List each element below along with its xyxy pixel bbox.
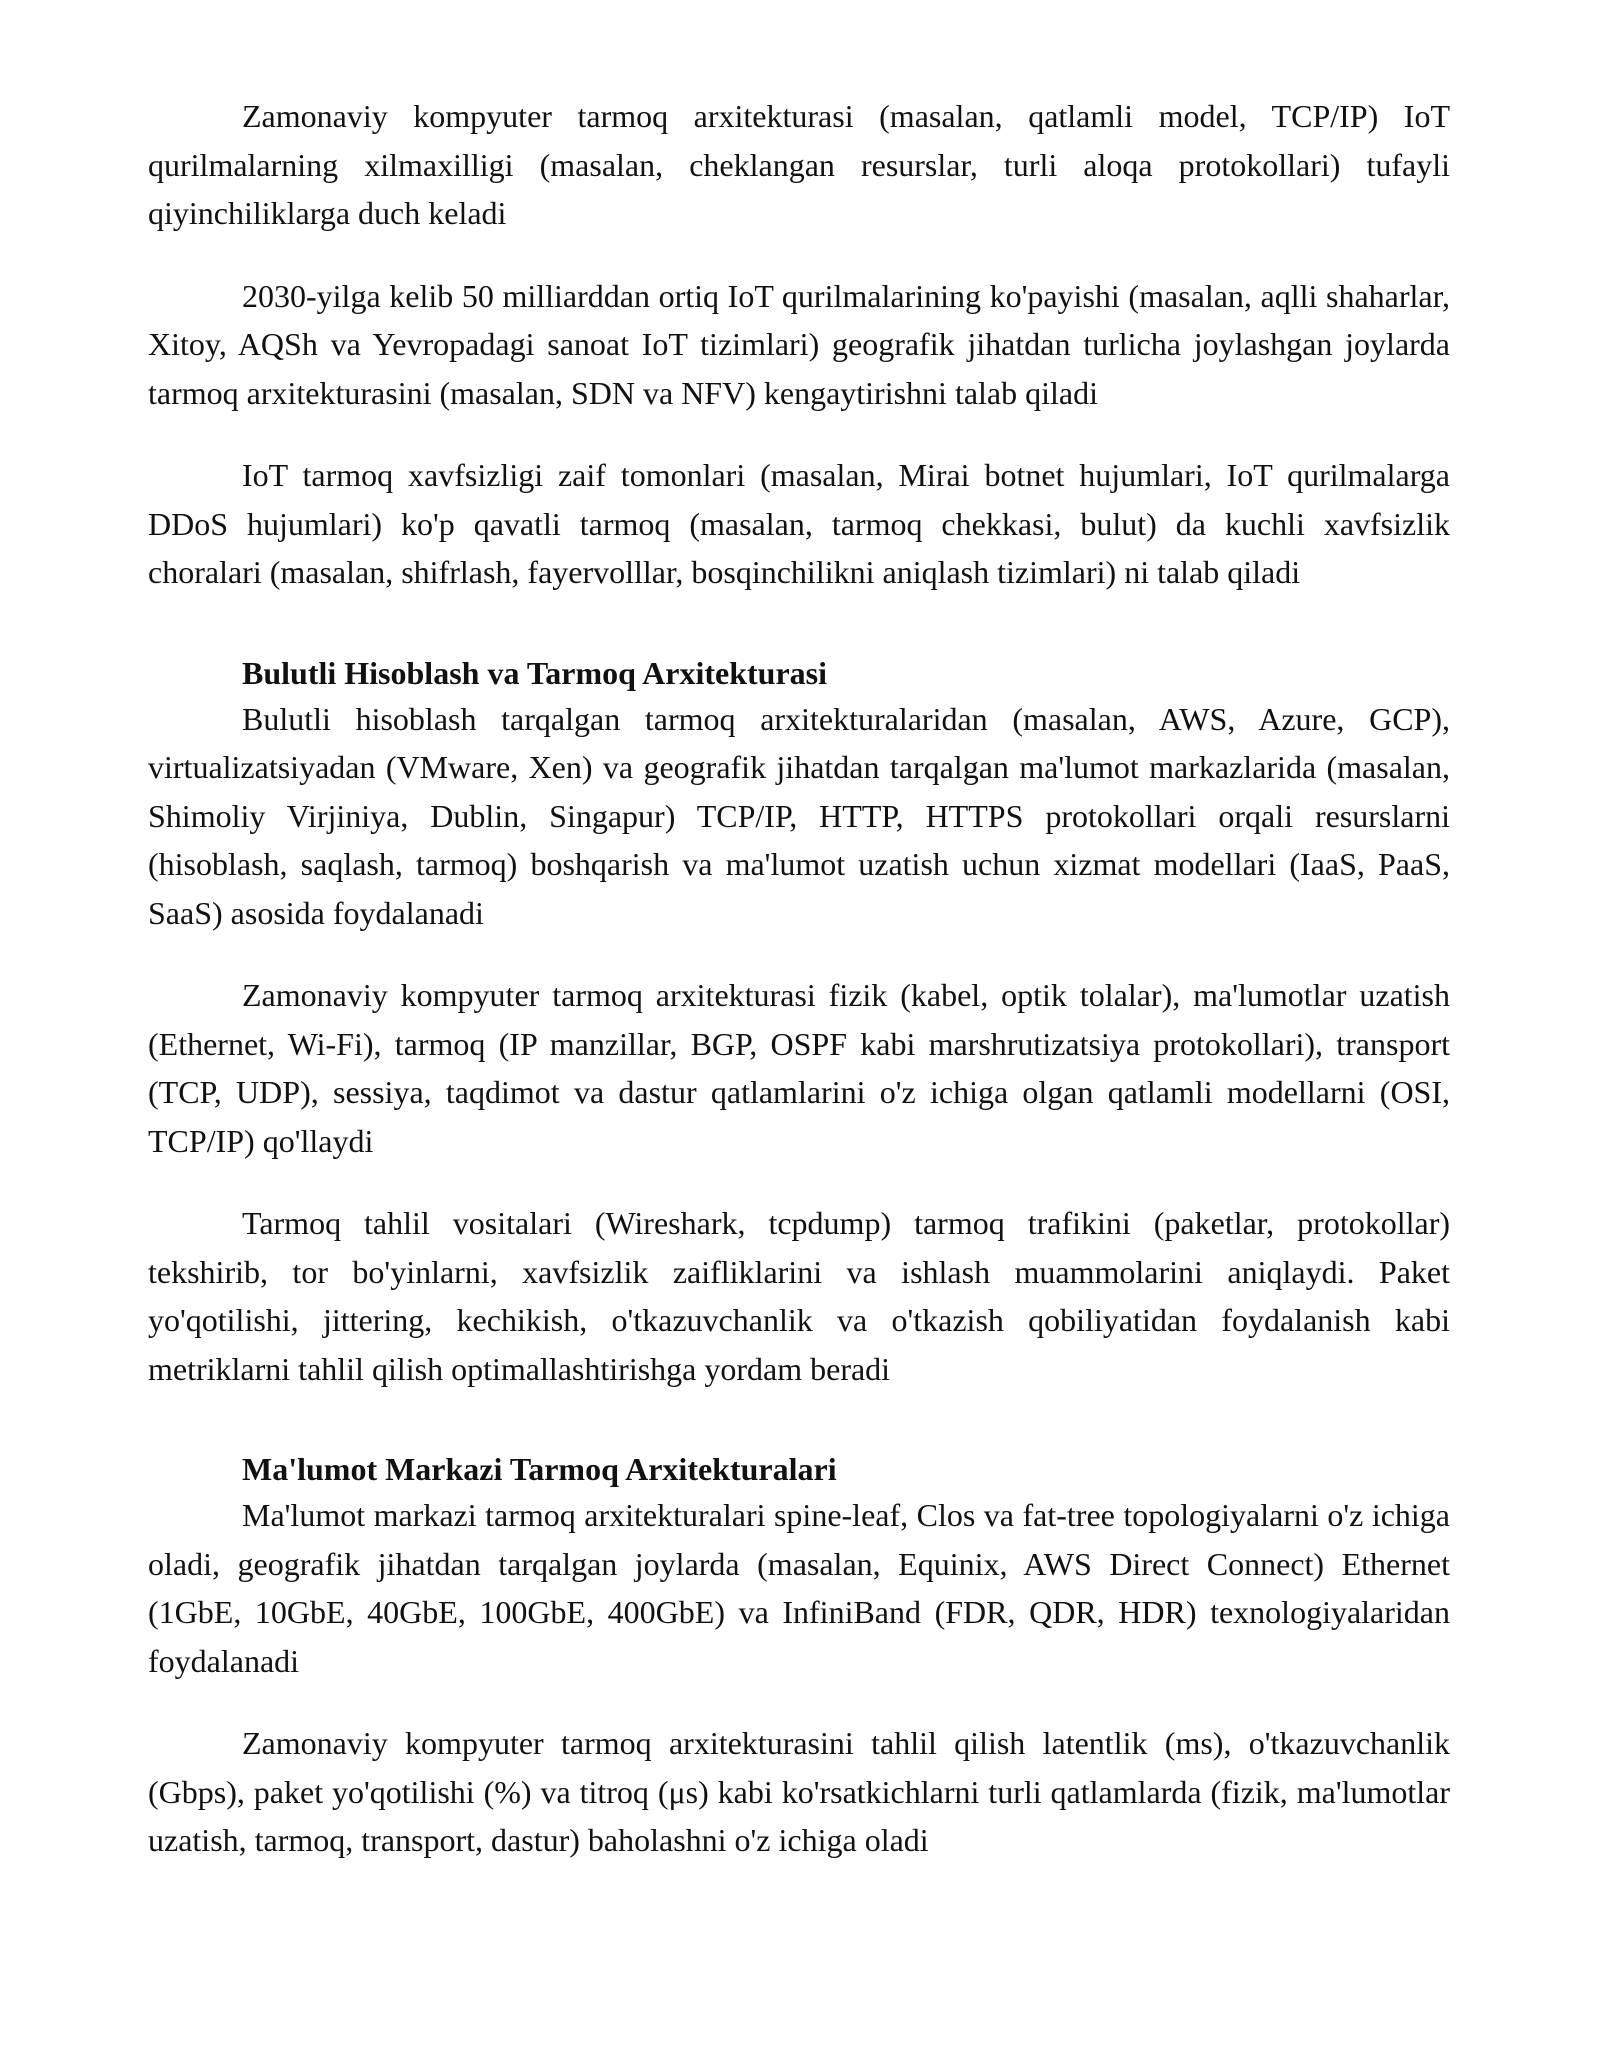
section-heading: Bulutli Hisoblash va Tarmoq Arxitekturasi — [242, 654, 828, 691]
paragraph: Zamonaviy kompyuter tarmoq arxitekturasini tahlil qilish latentlik (ms), o'tkazuvchanlik (Gbps), paket yo'qotilishi (%) va titroq (μs) kabi ko'rsatkichlarni turli qatlamlarda (fizik, ma'lumotlar uzatish, tarmoq, transport, dastur) baholashni o'z ichiga oladi — [148, 1725, 1450, 1858]
paragraph: Zamonaviy kompyuter tarmoq arxitekturasi fizik (kabel, optik tolalar), ma'lumotlar uzatish (Ethernet, Wi-Fi), tarmoq (IP manzillar, BGP, OSPF kabi marshrutizatsiya protokollari), transport (TCP, UDP), sessiya, taqdimot va dastur qatlamlarini o'z ichiga olgan qatlamli modellarni (OSI, TCP/IP) qo'llaydi — [148, 977, 1450, 1159]
document-page — [148, 92, 1450, 1899]
paragraph: Tarmoq tahlil vositalari (Wireshark, tcpdump) tarmoq trafikini (paketlar, protokollar) tekshirib, tor bo'yinlarni, xavfsizlik zaifliklarini va ishlash muammolarini aniqlaydi. Paket yo'qotilishi, jittering, kechikish, o'tkazuvchanlik va o'tkazish qobiliyatidan foydalanish kabi metriklarni tahlil qilish optimallashtirishga yordam beradi — [148, 1205, 1450, 1387]
paragraph: Bulutli hisoblash tarqalgan tarmoq arxitekturalaridan (masalan, AWS, Azure, GCP), virtualizatsiyadan (VMware, Xen) va geografik jihatdan tarqalgan ma'lumot markazlarida (masalan, Shimoliy Virjiniya, Dublin, Singapur) TCP/IP, HTTP, HTTPS protokollari orqali resurslarni (hisoblash, saqlash, tarmoq) boshqarish va ma'lumot uzatish uchun xizmat modellari (IaaS, PaaS, SaaS) asosida foydalanadi — [148, 700, 1450, 931]
paragraph: IoT tarmoq xavfsizligi zaif tomonlari (masalan, Mirai botnet hujumlari, IoT qurilmalarga DDoS hujumlari) ko'p qavatli tarmoq (masalan, tarmoq chekkasi, bulut) da kuchli xavfsizlik choralari (masalan, shifrlash, fayervolllar, bosqinchilikni aniqlash tizimlari) ni talab qiladi — [148, 457, 1450, 590]
paragraph: Zamonaviy kompyuter tarmoq arxitekturasi (masalan, qatlamli model, TCP/IP) IoT qurilmalarning xilmaxilligi (masalan, cheklangan resurslar, turli aloqa protokollari) tufayli qiyinchiliklarga duch keladi — [148, 98, 1450, 231]
paragraph: Ma'lumot markazi tarmoq arxitekturalari spine-leaf, Clos va fat-tree topologiyalarni o'z ichiga oladi, geografik jihatdan tarqalgan joylarda (masalan, Equinix, AWS Direct Connect) Ethernet (1GbE, 10GbE, 40GbE, 100GbE, 400GbE) va InfiniBand (FDR, QDR, HDR) texnologiyalaridan foydalanadi — [148, 1497, 1450, 1679]
paragraph: 2030-yilga kelib 50 milliarddan ortiq IoT qurilmalarining ko'payishi (masalan, aqlli shaharlar, Xitoy, AQSh va Yevropadagi sanoat IoT tizimlari) geografik jihatdan turlicha joylashgan joylarda tarmoq arxitekturasini (masalan, SDN va NFV) kengaytirishni talab qiladi — [148, 277, 1450, 411]
section-heading: Ma'lumot Markazi Tarmoq Arxitekturalari — [242, 1451, 837, 1487]
